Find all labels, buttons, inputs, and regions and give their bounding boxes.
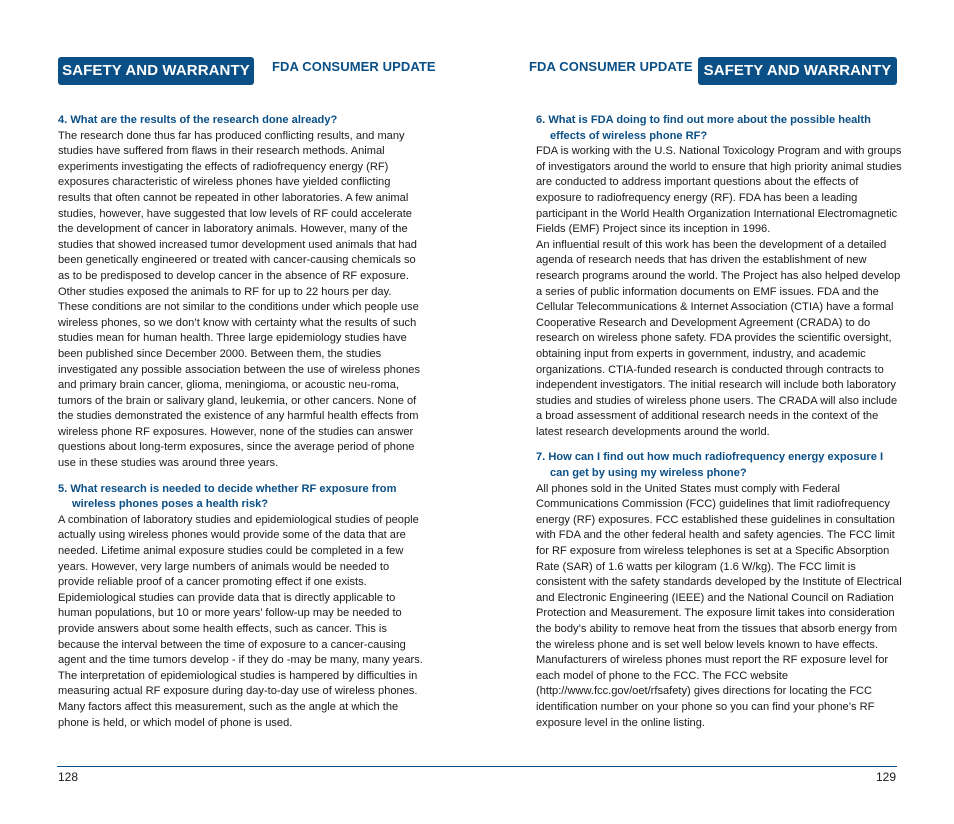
question-5-title: 5. What research is needed to decide whether RF exposure from wireless phones poses a health risk? [58,482,397,511]
question-7-body: All phones sold in the United States must comply with Federal Communications Commission (FCC) guidelines that limit radiofrequency energy (RF) exposures. FCC established these guidelines in consultation with FDA and the other federal health and safety agencies. The FCC limit for RF exposure from wireless telephones is set at a Specific Absorption Rate (SAR) of 1.6 watts per kilogram (1.6 W/kg). The FCC limit is consistent with the safety standards developed by the Institute of Electrical and Electronic Engineering (IEEE) and the National Council on Radiation Protection and Measurement. The exposure limit takes into consideration the body’s ability to remove heat from the tissues that absorb energy from the wireless phone and is set well below levels known to have effects. Manufacturers of wireless phones must report the RF exposure level for each model of phone to the FCC. The FCC website (http://www.fcc.gov/oet/rfsafety) gives directions for locating the FCC identification number on your phone so you can find your phone’s RF exposure level in the online listing. [536,482,902,729]
question-6-body-continued: An influential result of this work has been the development of a detailed agenda of research needs that has driven the establishment of new research programs around the world. The Project has also helped develop a series of public information documents on EMF issues. FDA and the Cellular Telecommunications & Internet Association (CTIA) have a formal Cooperative Research and Development Agreement (CRADA) to do research on wireless phone safety. FDA provides the scientific oversight, obtaining input from experts in government, industry, and academic organizations. CTIA-funded research is conducted through contracts to independent investigators. The initial research will include both laboratory studies and studies of wireless phone users. The CRADA will also include a broad assessment of additional research needs in the context of the latest research developments around the world. [536,238,901,438]
section-badge: SAFETY AND WARRANTY [698,57,897,85]
question-6-title: 6. What is FDA doing to find out more about the possible health effects of wireless phone RF? [536,114,871,142]
page-content [58,113,424,731]
question-7-title: 7. How can I find out how much radiofrequency energy exposure I can get by using my wireless phone? [536,451,884,480]
question-4-body: The research done thus far has produced conflicting results, and many studies have suffered from flaws in their research methods. Animal experiments investigating the effects of radiofrequency energy (RF) exposures characteristic of wireless phones have yielded conflicting results that often cannot be repeated in other laboratories. A few animal studies, however, have suggested that low levels of RF could accelerate the development of cancer in laboratory animals. However, many of the studies that showed increased tumor development used animals that had been genetically engineered or treated with cancer-causing chemicals so as to be predisposed to develop cancer in the absence of RF exposure. Other studies exposed the animals to RF for up to 22 hours per day. These conditions are not similar to the conditions under which people use wireless phones, so we don’t know with certainty what the results of such studies mean for human health. Three large epidemiology studies have been published since December 2000. Between them, the studies investigated any possible association between the use of wireless phones and primary brain cancer, glioma, meningioma, or acoustic neu-roma, tumors of the brain or salivary gland, leukemia, or other cancers. None of the studies demonstrated the existence of any harmful health effects from wireless phone RF exposures. However, none of the studies can answer questions about long-term exposures, since the average period of phone use in these studies was around three years. [58,129,421,470]
question-6-body: FDA is working with the U.S. National Toxicology Program and with groups of investigators around the world to ensure that high priority animal studies are conducted to address important questions about the effects of exposure to radiofrequency energy (RF). FDA has been a leading participant in the World Health Organization International Electromagnetic Fields (EMF) Project since its inception in 1996. [536,145,902,236]
page-content [536,113,904,731]
page-number: 128 [58,770,79,784]
section-subheading: FDA CONSUMER UPDATE [529,59,693,74]
section-subheading: FDA CONSUMER UPDATE [272,59,436,74]
footer-rule [57,766,477,767]
page-number: 129 [876,770,897,784]
question-4-title: 4. What are the results of the research done already? [58,114,338,126]
right-page [477,0,954,824]
footer-rule [477,766,897,767]
section-badge: SAFETY AND WARRANTY [58,57,254,85]
question-5-body: A combination of laboratory studies and epidemiological studies of people actually using wireless phones would provide some of the data that are needed. Lifetime animal exposure studies could be completed in a few years. However, very large numbers of animals would be needed to provide reliable proof of a cancer promoting effect if one exists. Epidemiological studies can provide data that is directly applicable to human populations, but 10 or more years’ follow-up may be needed to provide answers about some health effects, such as cancer. This is because the interval between the time of exposure to a cancer-causing agent and the time tumors develop - if they do -may be many, many years. The interpretation of epidemiological studies is hampered by difficulties in measuring actual RF exposure during day-to-day use of wireless phones. Many factors affect this measurement, such as the angle at which the phone is held, or which model of phone is used. [58,513,423,729]
